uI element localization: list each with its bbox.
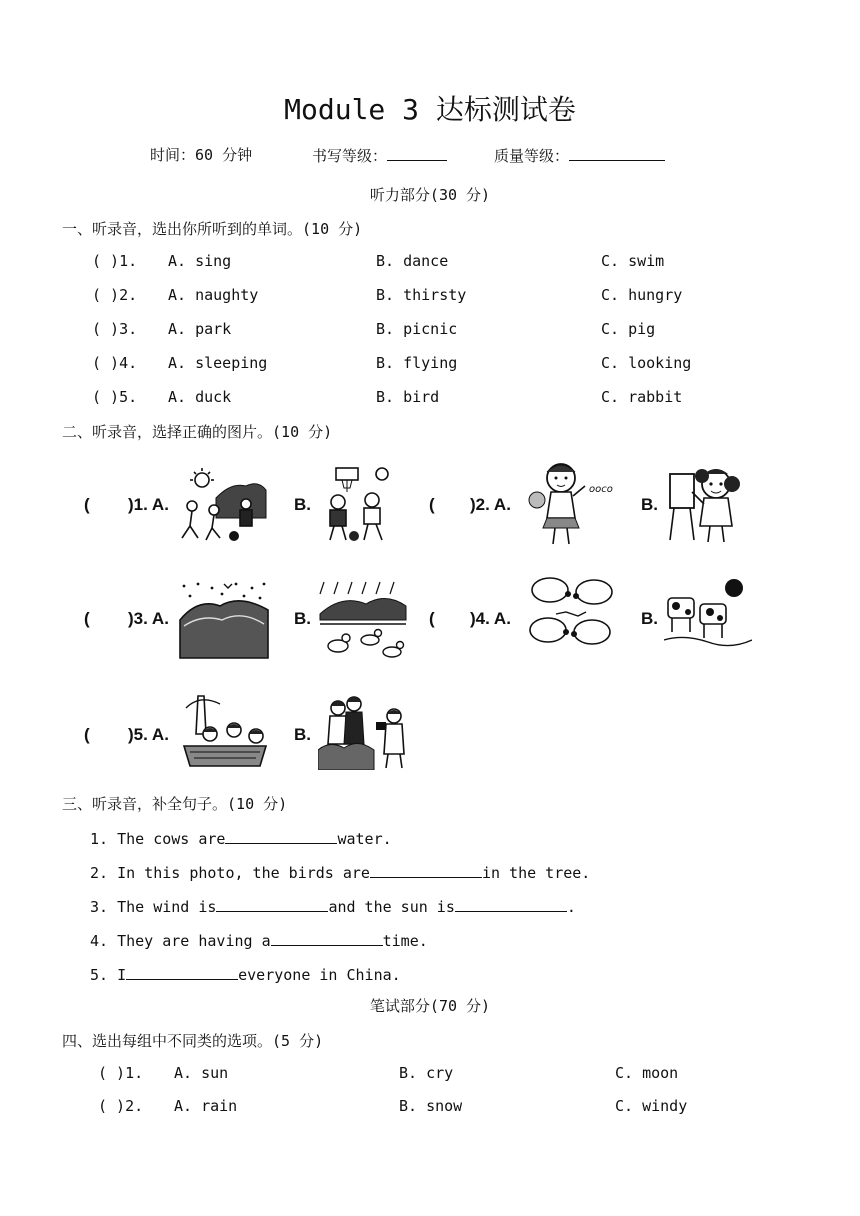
quality-grade-label: 质量等级： xyxy=(494,147,570,165)
option-a: A. duck xyxy=(168,388,232,406)
picture-q3-a-snowy-scene[interactable] xyxy=(178,580,270,660)
written-section-header: 笔试部分(70 分) xyxy=(369,997,491,1015)
picture-q1-a-kids-playing-football[interactable] xyxy=(176,468,268,544)
answer-bracket-open[interactable]: ( xyxy=(429,495,435,514)
sentence-row xyxy=(90,895,576,916)
sentence-text: in the tree. xyxy=(481,864,591,882)
picture-q4-b-cows-drinking[interactable] xyxy=(664,574,752,656)
writing-grade-blank[interactable] xyxy=(387,144,447,161)
option-b: B. dance xyxy=(376,252,449,270)
option-c: C. swim xyxy=(601,252,665,270)
answer-bracket[interactable]: ( )5. xyxy=(92,388,138,406)
picture-q3-b-rainy-pond-ducks[interactable] xyxy=(318,580,408,662)
basketball-icon xyxy=(349,531,359,541)
option-c: C. pig xyxy=(601,320,656,338)
sentence-row xyxy=(90,827,392,848)
answer-bracket[interactable]: ( )1. xyxy=(98,1064,144,1082)
picture-q4-a-sheep-eating[interactable] xyxy=(526,574,620,654)
section4-heading: 四、选出每组中不同类的选项。(5 分) xyxy=(62,1032,324,1050)
picture-q2-label: )2. A. xyxy=(470,495,511,514)
section1-heading: 一、听录音，选出你所听到的单词。(10 分) xyxy=(62,220,363,238)
picture-q5-b-family-photo[interactable] xyxy=(318,694,414,770)
option-a: A. sun xyxy=(174,1064,229,1082)
answer-bracket-open[interactable]: ( xyxy=(84,725,90,744)
option-c: C. rabbit xyxy=(601,388,683,406)
answer-blank[interactable] xyxy=(455,895,567,912)
option-a: A. naughty xyxy=(168,286,259,304)
option-c: C. looking xyxy=(601,354,692,372)
answer-blank[interactable] xyxy=(370,861,482,878)
sentence-text: everyone in China. xyxy=(238,966,401,984)
answer-blank[interactable] xyxy=(126,963,238,980)
answer-bracket-open[interactable]: ( xyxy=(84,495,90,514)
sun-icon xyxy=(725,579,743,597)
option-b: B. snow xyxy=(399,1097,463,1115)
camera-icon xyxy=(376,722,386,730)
sentence-text: time. xyxy=(382,932,428,950)
option-b: B. thirsty xyxy=(376,286,467,304)
bird-icon xyxy=(224,584,232,588)
sentence-text: The cows are xyxy=(117,830,226,848)
option-c: C. hungry xyxy=(601,286,683,304)
picture-q4-label: )4. A. xyxy=(470,609,511,628)
option-a: A. park xyxy=(168,320,232,338)
option-c: C. moon xyxy=(615,1064,679,1082)
picture-q5-a-kids-picnic[interactable] xyxy=(180,694,270,770)
sentence-text: . xyxy=(566,898,576,916)
quality-grade-blank[interactable] xyxy=(569,144,665,161)
time-label: 时间：60 分钟 xyxy=(150,146,253,164)
picture-q2-b-girl-drawing[interactable] xyxy=(666,462,752,544)
section3-heading: 三、听录音，补全句子。(10 分) xyxy=(62,795,288,813)
option-c: C. windy xyxy=(615,1097,688,1115)
quality-grade xyxy=(494,144,665,166)
answer-bracket[interactable]: ( )2. xyxy=(92,286,138,304)
picture-q4-b-label: B. xyxy=(641,609,658,628)
picture-q2-b-label: B. xyxy=(641,495,658,514)
option-a: A. sleeping xyxy=(168,354,268,372)
writing-grade-label: 书写等级： xyxy=(312,147,388,165)
answer-blank[interactable] xyxy=(225,827,337,844)
answer-bracket-open[interactable]: ( xyxy=(429,609,435,628)
sentence-text: In this photo, the birds are xyxy=(117,864,370,882)
page-title: Module 3 达标测试卷 xyxy=(284,93,576,126)
sentence-text: I xyxy=(117,966,127,984)
answer-bracket[interactable]: ( )3. xyxy=(92,320,138,338)
sentence-text: The wind is xyxy=(117,898,217,916)
sun-icon xyxy=(190,468,214,487)
answer-blank[interactable] xyxy=(216,895,328,912)
writing-grade xyxy=(312,144,447,166)
picture-q1-b-label: B. xyxy=(294,495,311,514)
picture-q2-a-girl-singing[interactable] xyxy=(525,458,619,548)
sentence-text: water. xyxy=(337,830,392,848)
sentence-number: 2. xyxy=(90,864,109,882)
option-b: B. bird xyxy=(376,388,440,406)
picture-q3-b-label: B. xyxy=(294,609,311,628)
answer-bracket[interactable]: ( )4. xyxy=(92,354,138,372)
song-notes-text: ooco xyxy=(589,484,613,495)
sentence-row xyxy=(90,861,590,882)
football-icon xyxy=(229,531,239,541)
answer-bracket[interactable]: ( )2. xyxy=(98,1097,144,1115)
picture-q5-b-label: B. xyxy=(294,725,311,744)
sentence-row xyxy=(90,963,401,984)
flower-icon xyxy=(376,468,388,480)
sentence-number: 3. xyxy=(90,898,109,916)
picture-q1-b-kids-playing-basketball[interactable] xyxy=(320,466,394,544)
option-a: A. sing xyxy=(168,252,232,270)
option-b: B. cry xyxy=(399,1064,454,1082)
picture-q3-label: )3. A. xyxy=(128,609,169,628)
sentence-text: They are having a xyxy=(117,932,271,950)
answer-blank[interactable] xyxy=(271,929,383,946)
answer-bracket[interactable]: ( )1. xyxy=(92,252,138,270)
sentence-text: and the sun is xyxy=(328,898,455,916)
picture-q1-label: )1. A. xyxy=(128,495,169,514)
section2-heading: 二、听录音，选择正确的图片。(10 分) xyxy=(62,423,333,441)
option-b: B. picnic xyxy=(376,320,458,338)
sentence-row xyxy=(90,929,428,950)
sentence-number: 1. xyxy=(90,830,109,848)
option-a: A. rain xyxy=(174,1097,238,1115)
listening-section-header: 听力部分(30 分) xyxy=(369,186,491,204)
sentence-number: 4. xyxy=(90,932,109,950)
answer-bracket-open[interactable]: ( xyxy=(84,609,90,628)
picture-q5-label: )5. A. xyxy=(128,725,169,744)
sentence-number: 5. xyxy=(90,966,109,984)
option-b: B. flying xyxy=(376,354,458,372)
